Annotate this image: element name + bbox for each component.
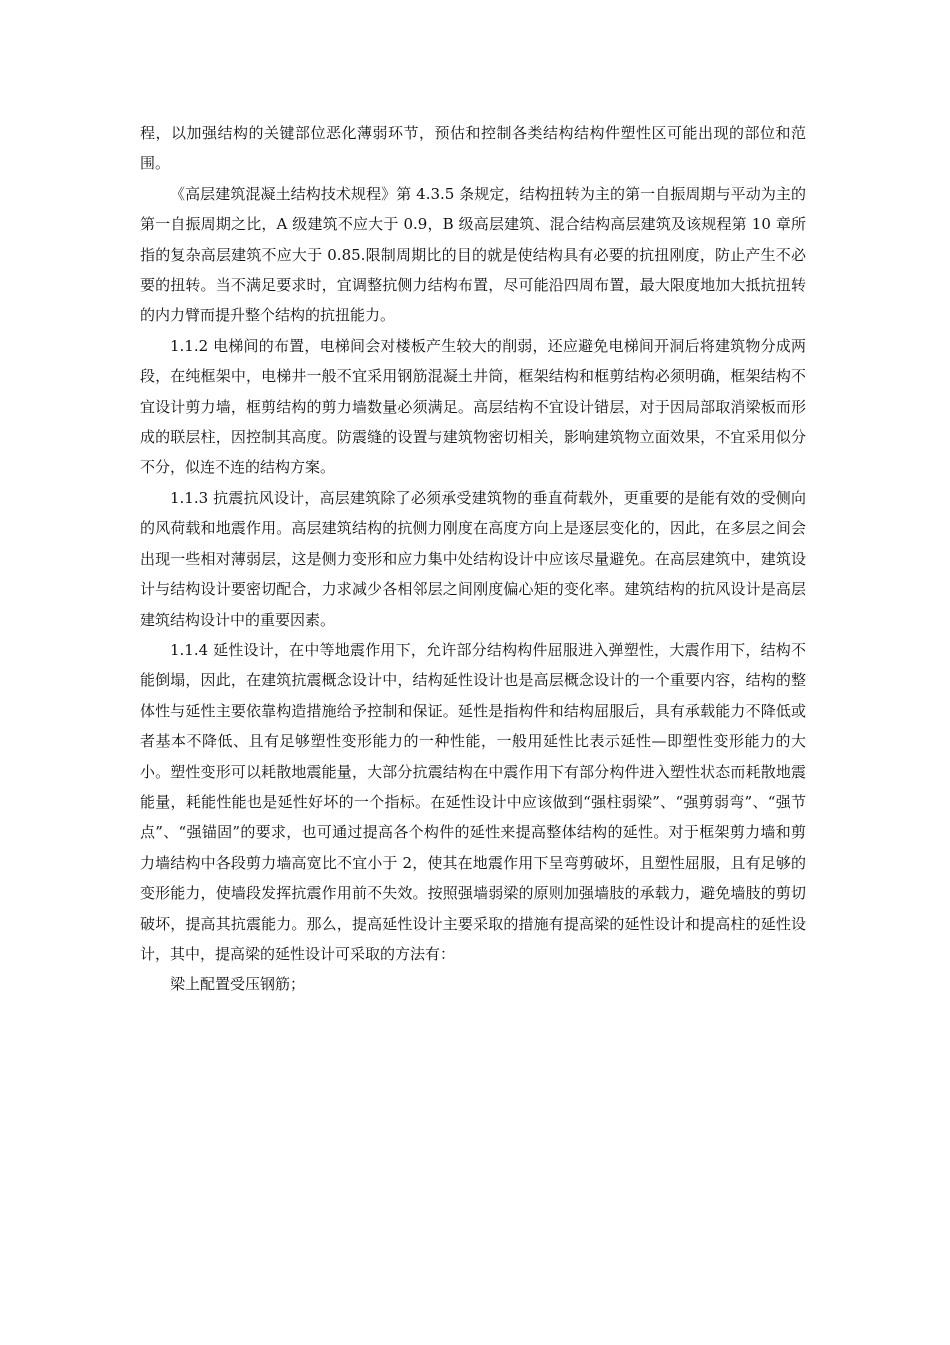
paragraph-continuation: 程，以加强结构的关键部位恶化薄弱环节，预估和控制各类结构结构件塑性区可能出现的部位和范围。: [140, 124, 806, 173]
paragraph-compression-rebar: 梁上配置受压钢筋；: [170, 975, 306, 994]
paragraph-1-1-3-seismic-wind: 1.1.3 抗震抗风设计，高层建筑除了必须承受建筑物的垂直荷载外，更重要的是能有效的受侧向的风荷载和地震作用。高层建筑结构的抗侧力刚度在高度方向上是逐层变化的，因此，在多层之间会出现一些相对薄弱层，这是侧力变形和应力集中处结构设计中应该尽量避免。在高层建筑中，建筑设计与结构设计要密切配合，力求减少各相邻层之间刚度偏心矩的变化率。建筑结构的抗风设计是高层建筑结构设计中的重要因素。: [140, 488, 806, 629]
paragraph-1-1-2-elevator: 1.1.2 电梯间的布置，电梯间会对楼板产生较大的削弱，还应避免电梯间开洞后将建筑物分成两段，在纯框架中，电梯井一般不宜采用钢筋混凝土井筒，框架结构和框剪结构必须明确，框架结构不宜设计剪力墙，框剪结构的剪力墙数量必须满足。高层结构不宜设计错层，对于因局部取消梁板而形成的联层柱，因控制其高度。防震缝的设置与建筑物密切相关，影响建筑物立面效果，不宜采用似分不分，似连不连的结构方案。: [140, 336, 806, 477]
document-body: [140, 118, 806, 1000]
paragraph-period-ratio: 《高层建筑混凝土结构技术规程》第 4.3.5 条规定，结构扭转为主的第一自振周期与平动为主的第一自振周期之比，A 级建筑不应大于 0.9，B 级高层建筑、混合结构高层建筑及该规程第 10 章所指的复杂高层建筑不应大于 0.85.限制周期比的目的就是使结构具有必要的抗扭刚度，防止产生不必要的扭转。当不满足要求时，宜调整抗侧力结构布置，尽可能沿四周布置，最大限度地加大抵抗扭转的内力臂而提升整个结构的抗扭能力。: [140, 184, 806, 325]
paragraph-1-1-4-ductility: 1.1.4 延性设计，在中等地震作用下，允许部分结构构件屈服进入弹塑性，大震作用下，结构不能倒塌，因此，在建筑抗震概念设计中，结构延性设计也是高层概念设计的一个重要内容，结构的整体性与延性主要依靠构造措施给予控制和保证。延性是指构件和结构屈服后，具有承载能力不降低或者基本不降低、且有足够塑性变形能力的一种性能，一般用延性比表示延性—即塑性变形能力的大小。塑性变形可以耗散地震能量，大部分抗震结构在中震作用下有部分构件进入塑性状态而耗散地震能量，耗能性能也是延性好坏的一个指标。在延性设计中应该做到“强柱弱梁”、“强剪弱弯”、“强节点”、“强锚固”的要求，也可通过提高各个构件的延性来提高整体结构的延性。对于框架剪力墙和剪力墙结构中各段剪力墙高宽比不宜小于 2，使其在地震作用下呈弯剪破坏，且塑性屈服，且有足够的变形能力，使墙段发挥抗震作用前不失效。按照强墙弱梁的原则加强墙肢的承载力，避免墙肢的剪切破坏，提高其抗震能力。那么，提高延性设计主要采取的措施有提高梁的延性设计和提高柱的延性设计，其中，提高梁的延性设计可采取的方法有：: [140, 640, 806, 963]
